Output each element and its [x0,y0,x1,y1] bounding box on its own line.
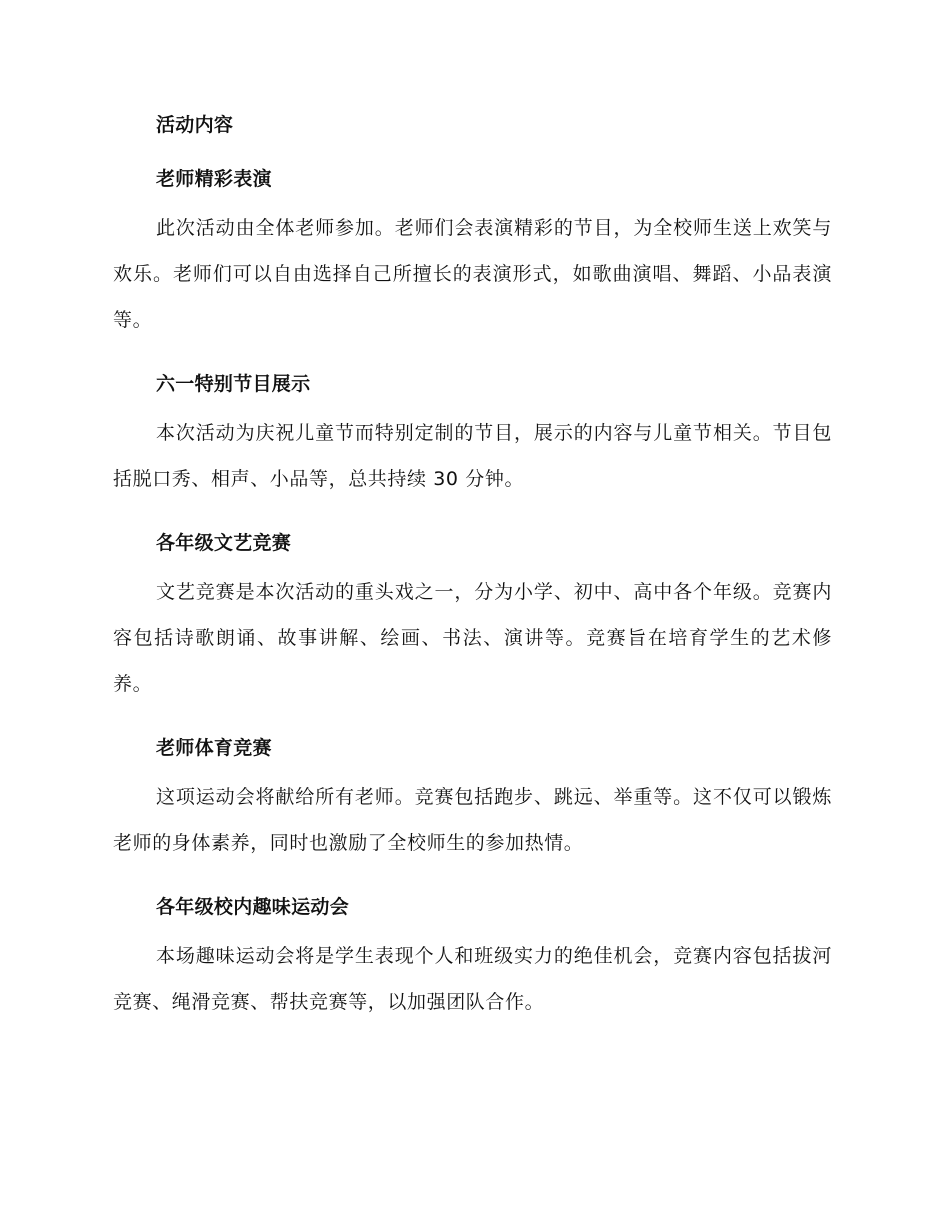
item-body-childrens-day-show: 本次活动为庆祝儿童节而特别定制的节目，展示的内容与儿童节相关。节目包括脱口秀、相声、小品等，总共持续 30 分钟。 [113,422,832,490]
item-body-teacher-sports: 这项运动会将献给所有老师。竞赛包括跑步、跳远、举重等。这不仅可以锻炼老师的身体素养，同时也激励了全校师生的参加热情。 [113,786,832,854]
section-title: 活动内容 [156,114,234,136]
item-body-teacher-performance: 此次活动由全体老师参加。老师们会表演精彩的节目，为全校师生送上欢笑与欢乐。老师们可以自由选择自己所擅长的表演形式，如歌曲演唱、舞蹈、小品表演等。 [113,217,832,331]
item-heading-fun-sports-meet: 各年级校内趣味运动会 [156,896,350,918]
item-heading-teacher-sports: 老师体育竞赛 [156,737,272,759]
item-heading-arts-competition: 各年级文艺竞赛 [156,532,292,554]
item-body-fun-sports-meet: 本场趣味运动会将是学生表现个人和班级实力的绝佳机会，竞赛内容包括拔河竞赛、绳滑竞赛、帮扶竞赛等，以加强团队合作。 [113,945,832,1013]
item-heading-teacher-performance: 老师精彩表演 [156,168,272,190]
item-heading-childrens-day-show: 六一特别节目展示 [156,373,311,395]
item-body-arts-competition: 文艺竞赛是本次活动的重头戏之一，分为小学、初中、高中各个年级。竞赛内容包括诗歌朗诵、故事讲解、绘画、书法、演讲等。竞赛旨在培育学生的艺术修养。 [113,581,832,695]
